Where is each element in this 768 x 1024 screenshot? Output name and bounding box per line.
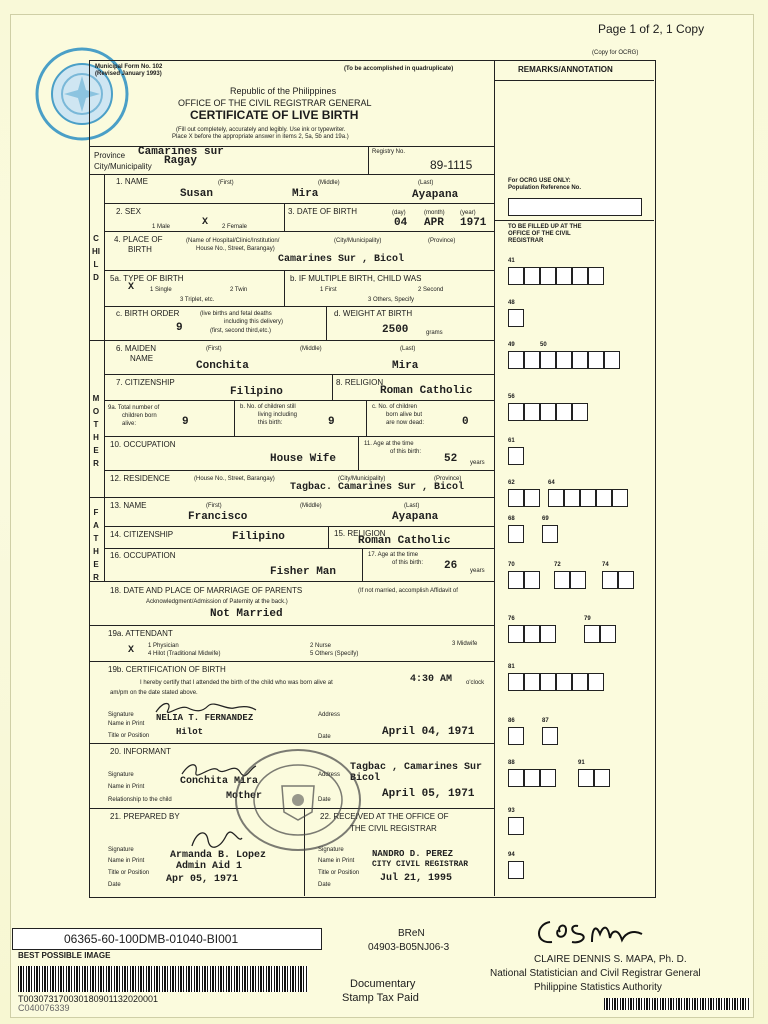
informant-address-2: Bicol [350, 773, 381, 784]
rule-mother-top [89, 340, 494, 341]
dead-label-2: born alive but [386, 412, 423, 418]
ocrg-code-box [556, 403, 572, 421]
office-label: OFFICE OF THE CIVIL REGISTRAR GENERAL [178, 98, 372, 108]
father-age: 26 [444, 560, 458, 572]
dob-month-label: (month) [424, 210, 445, 216]
ocrg-code-label: 50 [540, 342, 547, 348]
province-value: Camarines sur [138, 146, 224, 158]
ocrg-code-box [564, 489, 580, 507]
ocrg-code-box [618, 571, 634, 589]
dob-month: APR [424, 217, 444, 229]
ocrg-code-box [548, 489, 564, 507]
sex-label: 2. SEX [116, 207, 141, 216]
ocrg-code-label: 49 [508, 342, 515, 348]
father-name-label: 13. NAME [110, 501, 147, 510]
born-alive-label: 9a. Total number of [108, 405, 160, 411]
attendant-address-label: Address [318, 712, 341, 718]
ocrg-code-box [604, 351, 620, 369]
child-side-text: CHILD [92, 234, 100, 282]
mother-side-text: MOTHER [92, 394, 100, 468]
born-alive-label-2: children born [122, 413, 157, 419]
ocrg-code-box [508, 267, 524, 285]
father-occupation: Fisher Man [270, 566, 337, 578]
nurse-option: 2 Nurse [310, 643, 332, 649]
ocrg-code-label: 62 [508, 480, 515, 486]
living-value: 9 [328, 416, 335, 428]
second-option: 2 Second [418, 287, 444, 293]
city-value: Ragay [164, 155, 198, 167]
rule-remarks-fill [494, 220, 654, 221]
dob-day-label: (day) [392, 210, 406, 216]
living-label-2: living including [258, 412, 298, 418]
republic-label: Republic of the Philippines [230, 86, 337, 96]
attendant-name: NELIA T. FERNANDEZ [156, 713, 254, 723]
ocrg-code-box [508, 351, 524, 369]
prepared-name-label: Name in Print [108, 858, 145, 864]
ocrg-code-label: 68 [508, 516, 515, 522]
rule-mother-occ [104, 436, 494, 437]
birth-time: 4:30 AM [410, 674, 453, 685]
pob-value: Camarines Sur , Bicol [278, 254, 405, 265]
ocrg-code-label: 76 [508, 616, 515, 622]
ocrg-code-label: 64 [548, 480, 555, 486]
rule-pob-top [104, 231, 494, 232]
informant-address: Tagbac , Camarines Sur [350, 762, 483, 773]
pob-label: 4. PLACE OF [114, 235, 163, 244]
residence-value: Tagbac. Camarines Sur , Bicol [290, 482, 465, 493]
single-option: 1 Single [150, 287, 172, 293]
ocrg-code-box [508, 727, 524, 745]
received-signature-label: Signature [318, 847, 344, 853]
father-first-label: (First) [206, 503, 222, 509]
birth-order-note-2: including this delivery) [224, 319, 284, 325]
received-date: Jul 21, 1995 [380, 873, 453, 884]
rule-father-top [89, 497, 494, 498]
rule-registry [368, 146, 369, 174]
dob-day: 04 [394, 217, 408, 229]
pob-label-2: BIRTH [128, 245, 152, 254]
rule-child-side [104, 174, 105, 340]
best-image-label: BEST POSSIBLE IMAGE [18, 951, 111, 960]
ocrg-code-label: 48 [508, 300, 515, 306]
ocrg-use-only-label: For OCRG USE ONLY: [508, 178, 571, 184]
certificate-title: CERTIFICATE OF LIVE BIRTH [190, 108, 359, 122]
informant-label: 20. INFORMANT [110, 747, 171, 756]
registry-label: Registry No. [372, 149, 406, 155]
mother-maiden-label: 6. MAIDEN [116, 344, 157, 353]
rule-multiple [284, 270, 285, 306]
rule-weight [326, 306, 327, 340]
type-of-birth-label: 5a. TYPE OF BIRTH [110, 274, 184, 283]
mother-occupation: House Wife [270, 453, 337, 465]
mother-age: 52 [444, 453, 458, 465]
attendant-mark: X [128, 645, 135, 656]
prepared-title: Admin Aid 1 [176, 861, 243, 872]
marriage-value: Not Married [210, 608, 283, 620]
received-title: CITY CIVIL REGISTRAR [372, 860, 469, 869]
rule-dead [366, 400, 367, 436]
male-option: 1 Male [152, 224, 171, 230]
received-label-2: THE CIVIL REGISTRAR [350, 824, 437, 833]
mother-age-label: 11. Age at the time [364, 441, 414, 447]
rule-mother-age [358, 436, 359, 470]
child-side-label [92, 232, 102, 284]
informant-name-label: Name in Print [108, 784, 145, 790]
father-first-name: Francisco [188, 511, 248, 523]
ocrg-code-box [524, 267, 540, 285]
birth-order-value: 9 [176, 322, 183, 334]
ocrg-code-label: 87 [542, 718, 549, 724]
others-attendant-option: 5 Others (Specify) [310, 651, 359, 657]
ocrg-code-label: 72 [554, 562, 561, 568]
father-citizenship-label: 14. CITIZENSHIP [110, 530, 174, 539]
ocrg-code-box [508, 489, 524, 507]
certification-text-2: am/pm on the date stated above. [110, 690, 198, 696]
certification-text: I hereby certify that I attended the birth of the child who was born alive at [140, 680, 333, 686]
document-barcode [18, 966, 308, 992]
ocrg-code-box [540, 625, 556, 643]
signer-title: National Statistician and Civil Registrar General [490, 968, 701, 979]
living-label-3: this birth: [258, 420, 283, 426]
remarks-divider [494, 60, 495, 896]
ocrg-code-box [508, 673, 524, 691]
remarks-title-rule [494, 80, 654, 81]
ocrg-code-box [508, 625, 524, 643]
attendant-label: 19a. ATTENDANT [108, 629, 173, 638]
ocrg-code-box [540, 267, 556, 285]
pob-house-hint: House No., Street, Barangay) [196, 246, 275, 252]
informant-signature-label: Signature [108, 772, 134, 778]
ocrg-code-box [508, 403, 524, 421]
rule-mother-rel [332, 374, 333, 400]
ocrg-code-box [580, 489, 596, 507]
hilot-option: 4 Hilot (Traditional Midwife) [148, 651, 221, 657]
ocrg-code-box [572, 351, 588, 369]
ocrg-code-box [540, 351, 556, 369]
child-middle-label: (Middle) [318, 180, 340, 186]
ocrg-code-box [508, 769, 524, 787]
registrar-general-signature-icon [530, 912, 650, 950]
pob-hospital-hint: (Name of Hospital/Clinic/Institution/ [186, 238, 280, 244]
mother-last-label: (Last) [400, 346, 416, 352]
birth-order-note-3: (first, second third,etc.) [210, 328, 272, 334]
registry-number: 89-1115 [430, 158, 473, 172]
rule-mother-side [104, 340, 105, 497]
rule-father-side [104, 497, 105, 581]
mother-side-label [92, 392, 102, 470]
prepared-signature-label: Signature [108, 847, 134, 853]
ocrg-code-box [588, 351, 604, 369]
ocrg-code-box [508, 525, 524, 543]
form-number: Municipal Form No. 102 [95, 64, 163, 70]
rule-father-occ [104, 548, 494, 549]
quadruplicate-note: (To be accomplished in quadruplicate) [344, 66, 454, 72]
certification-label: 19b. CERTIFICATION OF BIRTH [108, 665, 226, 674]
ocrg-code-label: 94 [508, 852, 515, 858]
rule-marriage-top [89, 581, 494, 582]
rule-order-top [104, 306, 494, 307]
ocrg-code-box [570, 571, 586, 589]
mother-name-label: NAME [130, 354, 154, 363]
marriage-note: (If not married, accomplish Affidavit of [358, 588, 458, 594]
population-ref-box [508, 198, 642, 216]
sex-mark: X [202, 217, 209, 228]
informant-relationship-label: Relationship to the child [108, 797, 172, 803]
ocrg-code-box [524, 769, 540, 787]
ocrg-code-label: 41 [508, 258, 515, 264]
weight-label: d. WEIGHT AT BIRTH [334, 309, 413, 318]
residence-city-hint: (City/Municipality) [338, 476, 386, 482]
prepared-name: Armanda B. Lopez [170, 850, 267, 861]
pob-city-hint: (City/Municipality) [334, 238, 382, 244]
attendant-date: April 04, 1971 [382, 726, 475, 738]
bren-label: BReN [398, 928, 425, 939]
ocrg-code-label: 61 [508, 438, 515, 444]
marriage-label: 18. DATE AND PLACE OF MARRIAGE OF PARENTS [110, 586, 303, 595]
marriage-note-2: Acknowledgment/Admission of Paternity at the back.) [146, 599, 288, 605]
father-last-name: Ayapana [392, 511, 439, 523]
mother-first-label: (First) [206, 346, 222, 352]
born-alive-value: 9 [182, 416, 189, 428]
prepared-title-label: Title or Position [108, 870, 150, 876]
rule-living [234, 400, 235, 436]
ocrg-code-box [556, 673, 572, 691]
birth-order-note: (live births and fetal deaths [200, 311, 272, 317]
ocrg-code-box [508, 571, 524, 589]
informant-date-label: Date [318, 797, 331, 803]
child-last-label: (Last) [418, 180, 434, 186]
rule-residence [104, 470, 494, 471]
residence-label: 12. RESIDENCE [110, 474, 171, 483]
ocrg-code-box [508, 817, 524, 835]
rule-child-top [89, 174, 494, 175]
mother-religion: Roman Catholic [380, 385, 473, 397]
mother-age-label-2: of this birth: [390, 449, 422, 455]
attendant-title: Hilot [176, 727, 204, 737]
father-middle-label: (Middle) [300, 503, 322, 509]
ocrg-code-label: 70 [508, 562, 515, 568]
father-occupation-label: 16. OCCUPATION [110, 551, 176, 560]
ocrg-code-box [596, 489, 612, 507]
father-age-label: 17. Age at the time [368, 552, 419, 558]
copy-for-label: (Copy for OCRG) [592, 50, 639, 56]
child-first-name: Susan [180, 188, 214, 200]
page-label: Page 1 of 2, 1 Copy [598, 22, 705, 36]
physician-option: 1 Physician [148, 643, 179, 649]
ocrg-code-box [612, 489, 628, 507]
multiple-birth-label: b. IF MULTIPLE BIRTH, CHILD WAS [290, 274, 422, 283]
ocrg-code-label: 79 [584, 616, 591, 622]
father-last-label: (Last) [404, 503, 420, 509]
received-name-label: Name in Print [318, 858, 355, 864]
signer-name: CLAIRE DENNIS S. MAPA, Ph. D. [534, 954, 687, 965]
ocrg-code-box [508, 861, 524, 879]
ocrg-code-box [600, 625, 616, 643]
rule-mother-cit [104, 374, 494, 375]
father-side-text: FATHER [93, 508, 99, 582]
ocrg-code-box [524, 673, 540, 691]
population-ref-label: Population Reference No. [508, 185, 582, 191]
received-title-label: Title or Position [318, 870, 360, 876]
ocrg-code-label: 86 [508, 718, 515, 724]
born-alive-label-3: alive: [122, 421, 137, 427]
informant-address-label: Address [318, 772, 341, 778]
rule-attendant-top [89, 625, 494, 626]
father-years-label: years [470, 568, 485, 574]
ocrg-code-label: 81 [508, 664, 515, 670]
ocrg-code-label: 74 [602, 562, 609, 568]
ocrg-code-label: 91 [578, 760, 585, 766]
ocrg-code-box [572, 267, 588, 285]
father-religion-label: 15. RELIGION [334, 529, 386, 538]
attendant-title-label: Title or Position [108, 733, 150, 739]
prepared-by-label: 21. PREPARED BY [110, 812, 180, 821]
dead-label-3: are now dead: [386, 420, 425, 426]
rule-father-age [362, 548, 363, 581]
ocrg-code-box [542, 727, 558, 745]
dead-label: c. No. of children [372, 404, 418, 410]
form-revised: (Revised January 1993) [95, 71, 162, 77]
ocrg-code-box [556, 351, 572, 369]
father-age-label-2: of this birth: [392, 560, 424, 566]
child-middle-name: Mira [292, 188, 319, 200]
instructions-line-2: Place X before the appropriate answer in items 2, 5a, 5b and 19a.) [172, 134, 349, 140]
ocrg-code-box [540, 673, 556, 691]
ocrg-code-box [602, 571, 618, 589]
child-name-label: 1. NAME [116, 177, 149, 186]
ocrg-code-box [524, 571, 540, 589]
midwife-option: 3 Midwife [452, 641, 478, 647]
first-option: 1 First [320, 287, 337, 293]
ocrg-code-label: 88 [508, 760, 515, 766]
to-be-filled-label-2: OFFICE OF THE CIVIL [508, 231, 571, 237]
ocrg-code-label: 93 [508, 808, 515, 814]
informant-date: April 05, 1971 [382, 788, 475, 800]
mother-citizenship-label: 7. CITIZENSHIP [116, 378, 175, 387]
ocrg-code-label: 69 [542, 516, 549, 522]
child-first-label: (First) [218, 180, 234, 186]
informant-name: Conchita Mira [180, 776, 259, 787]
ocrg-code-box [542, 525, 558, 543]
ocrg-code-box [524, 351, 540, 369]
living-label: b. No. of children still [240, 404, 296, 410]
ocrg-code-box [578, 769, 594, 787]
bren-number: 04903-B05NJ06-3 [368, 942, 450, 953]
ocrg-code-box [524, 625, 540, 643]
rule-type-top [104, 270, 494, 271]
signer-org: Philippine Statistics Authority [534, 982, 662, 993]
remarks-title: REMARKS/ANNOTATION [518, 65, 613, 74]
civil-registrar-seal-icon [232, 746, 364, 854]
pob-province-hint: (Province) [428, 238, 456, 244]
rule-mother-9 [104, 400, 494, 401]
ocrg-code-box [540, 769, 556, 787]
weight-value: 2500 [382, 324, 409, 336]
ocrg-code-box [524, 403, 540, 421]
residence-province-hint: (Province) [434, 476, 462, 482]
received-name: NANDRO D. PEREZ [372, 849, 454, 859]
oclock-label: o'clock [466, 680, 485, 686]
type-of-birth-mark: X [128, 282, 135, 293]
attendant-signature-label: Signature [108, 712, 134, 718]
residence-house-hint: (House No., Street, Barangay) [194, 476, 275, 482]
birth-order-label: c. BIRTH ORDER [116, 309, 180, 318]
informant-relationship: Mother [226, 791, 263, 802]
twin-option: 2 Twin [230, 287, 248, 293]
dob-year: 1971 [460, 217, 487, 229]
father-side-label [92, 506, 102, 584]
rule-sex-top [104, 203, 494, 204]
received-date-label: Date [318, 882, 331, 888]
ocrg-code-label: 56 [508, 394, 515, 400]
ocrg-code-box [524, 489, 540, 507]
grams-label: grams [426, 330, 443, 336]
document-number: 06365-60-100DMB-01040-BI001 [64, 932, 239, 946]
female-option: 2 Female [222, 224, 248, 230]
others-option: 3 Others, Specify [368, 297, 415, 303]
ocrg-code-box [572, 673, 588, 691]
province-label: Province [94, 151, 126, 160]
ocrg-code-box [508, 309, 524, 327]
ocrg-code-box [554, 571, 570, 589]
ocrg-code-box [588, 267, 604, 285]
ocrg-code-box [594, 769, 610, 787]
dead-value: 0 [462, 416, 469, 428]
rule-cert-top [89, 661, 494, 662]
stamp-tax-label-2: Stamp Tax Paid [342, 992, 419, 1004]
stamp-tax-label: Documentary [350, 978, 416, 990]
mother-religion-label: 8. RELIGION [336, 378, 384, 387]
received-label: 22. RECEIVED AT THE OFFICE OF [320, 812, 449, 821]
ocrg-code-box [572, 403, 588, 421]
prepared-date-label: Date [108, 882, 121, 888]
mother-citizenship: Filipino [230, 386, 283, 398]
attendant-date-label: Date [318, 734, 331, 740]
dob-label: 3. DATE OF BIRTH [288, 207, 358, 216]
barcode-text: T003073170030180901132020001 [18, 994, 158, 1004]
father-religion: Roman Catholic [358, 535, 451, 547]
rule-father-cit [104, 526, 494, 527]
rule-informant-top [89, 743, 494, 744]
to-be-filled-label: TO BE FILLED UP AT THE [508, 224, 582, 230]
child-last-name: Ayapana [412, 189, 459, 201]
mother-middle-label: (Middle) [300, 346, 322, 352]
prepared-date: Apr 05, 1971 [166, 874, 239, 885]
father-citizenship: Filipino [232, 531, 285, 543]
control-number: C040076339 [18, 1003, 70, 1013]
rule-dob [284, 203, 285, 231]
mother-last-name: Mira [392, 360, 419, 372]
ocrg-code-box [556, 267, 572, 285]
triplet-option: 3 Triplet, etc. [180, 297, 215, 303]
attendant-name-label: Name in Print [108, 721, 145, 727]
city-label: City/Municipality [94, 162, 152, 171]
mother-occupation-label: 10. OCCUPATION [110, 440, 176, 449]
footer-barcode [604, 998, 750, 1010]
dob-year-label: (year) [460, 210, 476, 216]
ocrg-code-box [588, 673, 604, 691]
ocrg-code-box [508, 447, 524, 465]
rule-father-rel [328, 526, 329, 548]
ocrg-code-box [540, 403, 556, 421]
mother-first-name: Conchita [196, 360, 249, 372]
to-be-filled-label-3: REGISTRAR [508, 238, 544, 244]
ocrg-code-box [584, 625, 600, 643]
instructions-line-1: (Fill out completely, accurately and legibly. Use ink or typewriter. [176, 127, 346, 133]
mother-years-label: years [470, 460, 485, 466]
